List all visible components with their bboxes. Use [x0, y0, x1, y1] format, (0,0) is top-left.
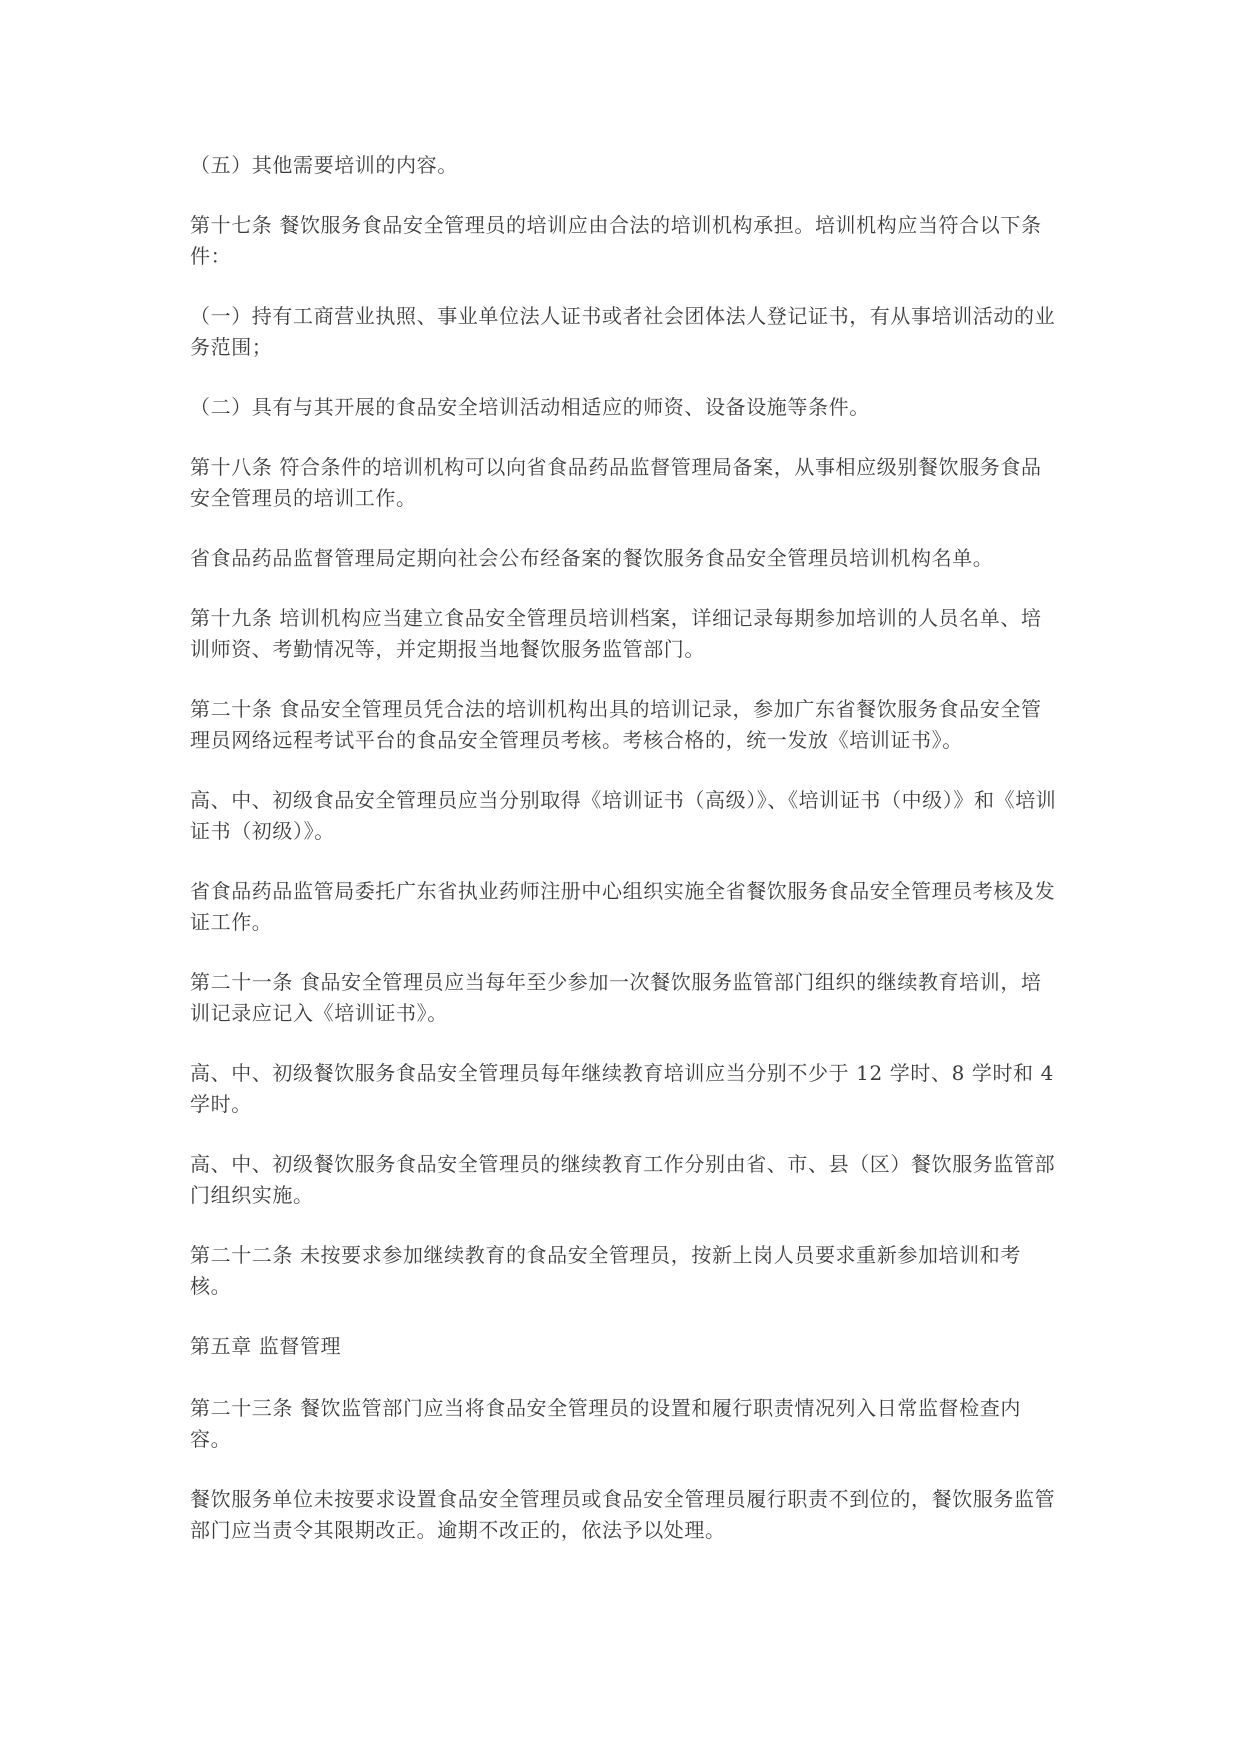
paragraph-article-22: 第二十二条 未按要求参加继续教育的食品安全管理员，按新上岗人员要求重新参加培训和考核。 [190, 1243, 1021, 1298]
paragraph-article-20: 第二十条 食品安全管理员凭合法的培训机构出具的培训记录，参加广东省餐饮服务食品安全管理员网络远程考试平台的食品安全管理员考核。考核合格的，统一发放《培训证书》。 [190, 697, 1042, 752]
paragraph-article-21: 第二十一条 食品安全管理员应当每年至少参加一次餐饮服务监管部门组织的继续教育培训，培训记录应记入《培训证书》。 [190, 970, 1042, 1025]
paragraph-article-21-implement: 高、中、初级餐饮服务食品安全管理员的继续教育工作分别由省、市、县（区）餐饮服务监管部门组织实施。 [190, 1152, 1056, 1207]
paragraph-article-20-entrust: 省食品药品监管局委托广东省执业药师注册中心组织实施全省餐饮服务食品安全管理员考核及发证工作。 [190, 879, 1056, 934]
paragraph-article-23-correction: 餐饮服务单位未按要求设置食品安全管理员或食品安全管理员履行职责不到位的，餐饮服务监管部门应当责令其限期改正。逾期不改正的，依法予以处理。 [190, 1487, 1056, 1542]
paragraph-article-17: 第十七条 餐饮服务食品安全管理员的培训应由合法的培训机构承担。培训机构应当符合以下条件： [190, 213, 1042, 268]
chapter-heading-5: 第五章 监督管理 [190, 1334, 342, 1358]
paragraph-item-5-other: （五）其他需要培训的内容。 [190, 153, 458, 177]
document-body [190, 150, 1060, 1575]
paragraph-article-18: 第十八条 符合条件的培训机构可以向省食品药品监督管理局备案，从事相应级别餐饮服务食品安全管理员的培训工作。 [190, 455, 1042, 510]
paragraph-article-19: 第十九条 培训机构应当建立食品安全管理员培训档案，详细记录每期参加培训的人员名单、培训师资、考勤情况等，并定期报当地餐饮服务监管部门。 [190, 606, 1042, 661]
paragraph-article-23: 第二十三条 餐饮监管部门应当将食品安全管理员的设置和履行职责情况列入日常监督检查内容。 [190, 1396, 1021, 1451]
paragraph-article-21-hours: 高、中、初级餐饮服务食品安全管理员每年继续教育培训应当分别不少于 12 学时、8 学时和 4 学时。 [190, 1061, 1054, 1116]
paragraph-article-20-levels: 高、中、初级食品安全管理员应当分别取得《培训证书（高级）》、《培训证书（中级）》和《培训证书（初级）》。 [190, 788, 1057, 843]
paragraph-condition-1: （一）持有工商营业执照、事业单位法人证书或者社会团体法人登记证书，有从事培训活动的业务范围； [190, 304, 1056, 359]
paragraph-article-18-list: 省食品药品监督管理局定期向社会公布经备案的餐饮服务食品安全管理员培训机构名单。 [190, 546, 994, 570]
paragraph-condition-2: （二）具有与其开展的食品安全培训活动相适应的师资、设备设施等条件。 [190, 395, 870, 419]
